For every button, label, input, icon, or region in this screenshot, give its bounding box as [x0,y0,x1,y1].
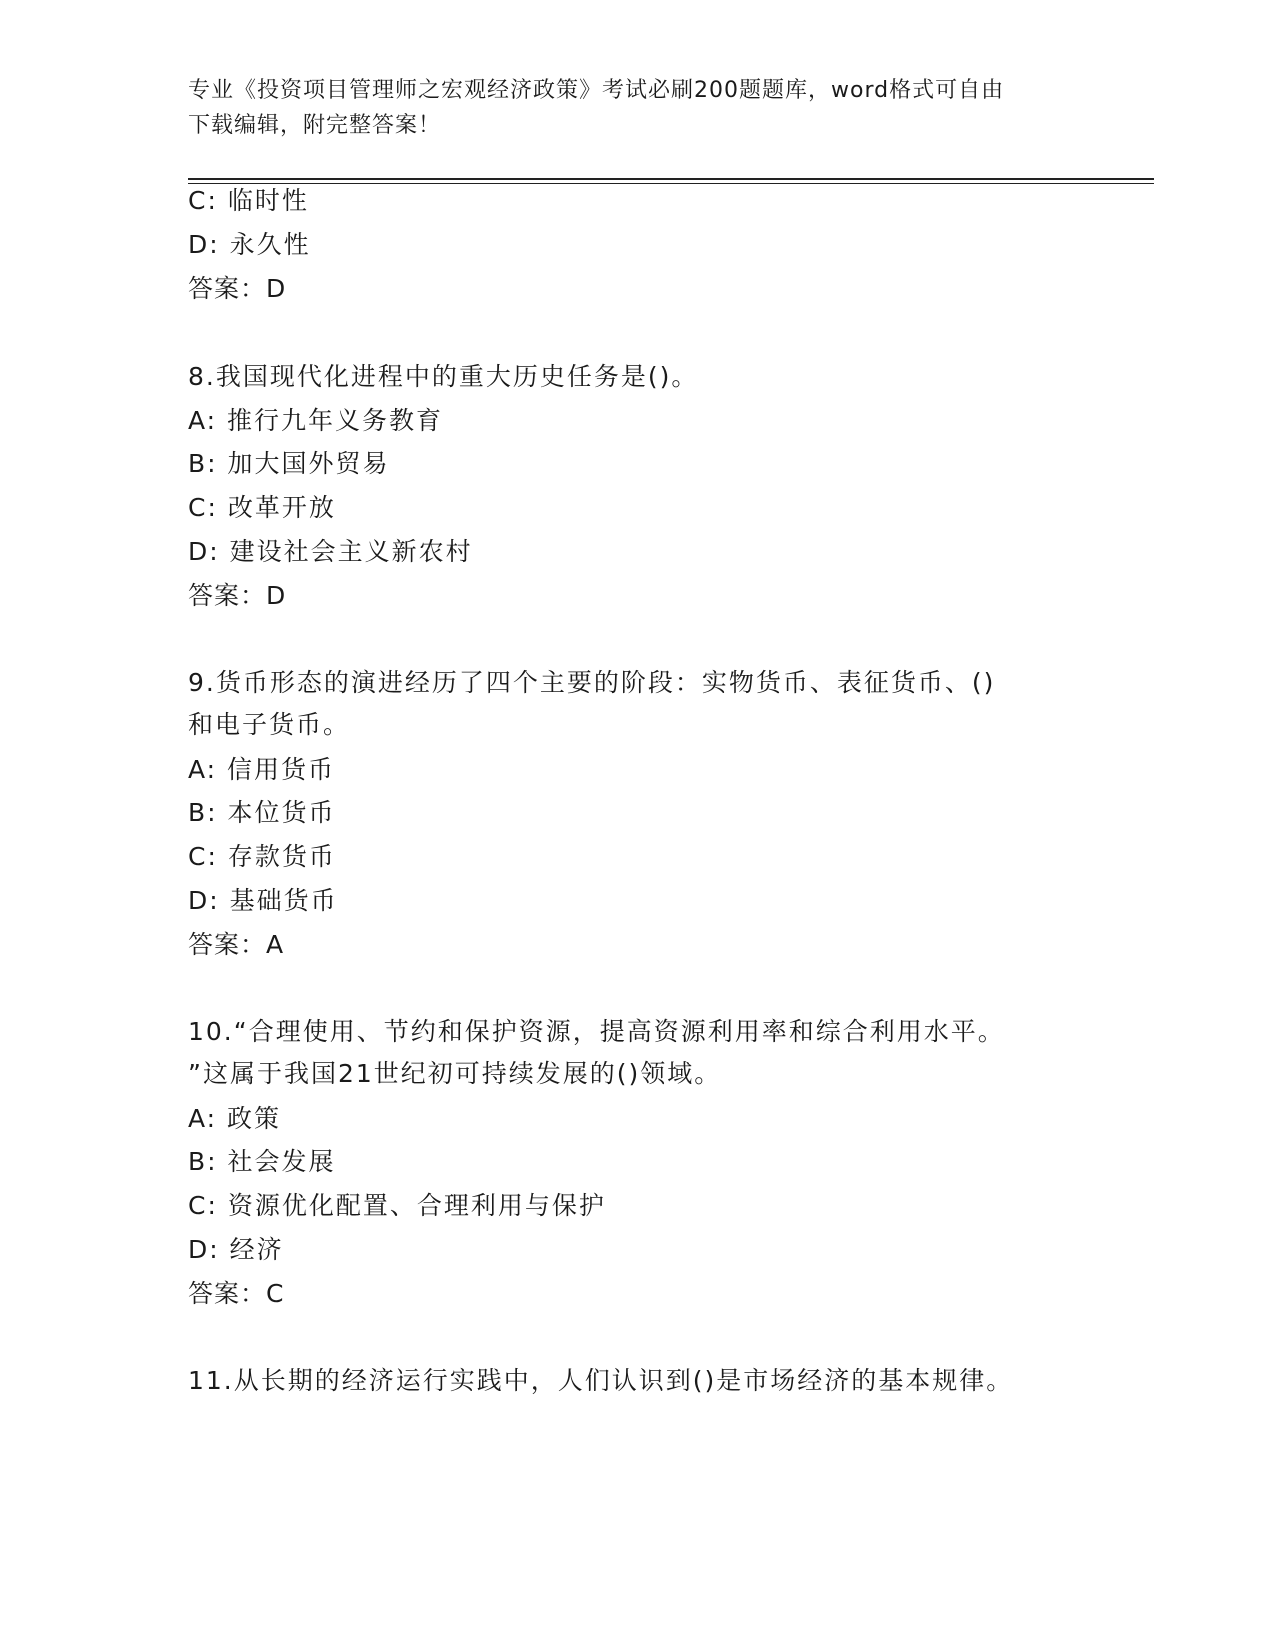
q8-option-d: D: 建设社会主义新农村 [188,537,473,566]
q9-question-line-1: 9.货币形态的演进经历了四个主要的阶段：实物货币、表征货币、() [188,668,996,697]
q10-option-a: A: 政策 [188,1104,282,1133]
q8-option-a: A: 推行九年义务教育 [188,406,444,435]
header-divider [188,178,1154,184]
q10-question-line-1: 10.“合理使用、节约和保护资源，提高资源利用率和综合利用水平。 [188,1017,1005,1046]
q9-option-a: A: 信用货币 [188,755,336,784]
q11-question: 11.从长期的经济运行实践中，人们认识到()是市场经济的基本规律。 [188,1366,1014,1395]
q9-option-b: B: 本位货币 [188,798,336,827]
q9-answer: 答案：A [188,930,285,959]
q7-option-c: C: 临时性 [188,186,309,215]
q9-question-line-2: 和电子货币。 [188,710,351,739]
q10-question-line-2: ”这属于我国21世纪初可持续发展的()领域。 [188,1059,722,1088]
q10-option-c: C: 资源优化配置、合理利用与保护 [188,1191,606,1220]
q9-option-c: C: 存款货币 [188,842,336,871]
q8-option-b: B: 加大国外贸易 [188,449,390,478]
q10-option-b: B: 社会发展 [188,1147,336,1176]
header-line-1: 专业《投资项目管理师之宏观经济政策》考试必刷200题题库，word格式可自由 [188,78,1005,103]
document-header [188,73,1068,143]
q8-question: 8.我国现代化进程中的重大历史任务是()。 [188,362,699,391]
q8-option-c: C: 改革开放 [188,493,336,522]
q8-answer: 答案：D [188,581,287,610]
q9-option-d: D: 基础货币 [188,886,338,915]
q10-answer: 答案：C [188,1279,285,1308]
q10-option-d: D: 经济 [188,1235,284,1264]
q7-answer: 答案：D [188,274,287,303]
q7-option-d: D: 永久性 [188,230,311,259]
header-line-2: 下载编辑，附完整答案！ [188,113,442,138]
